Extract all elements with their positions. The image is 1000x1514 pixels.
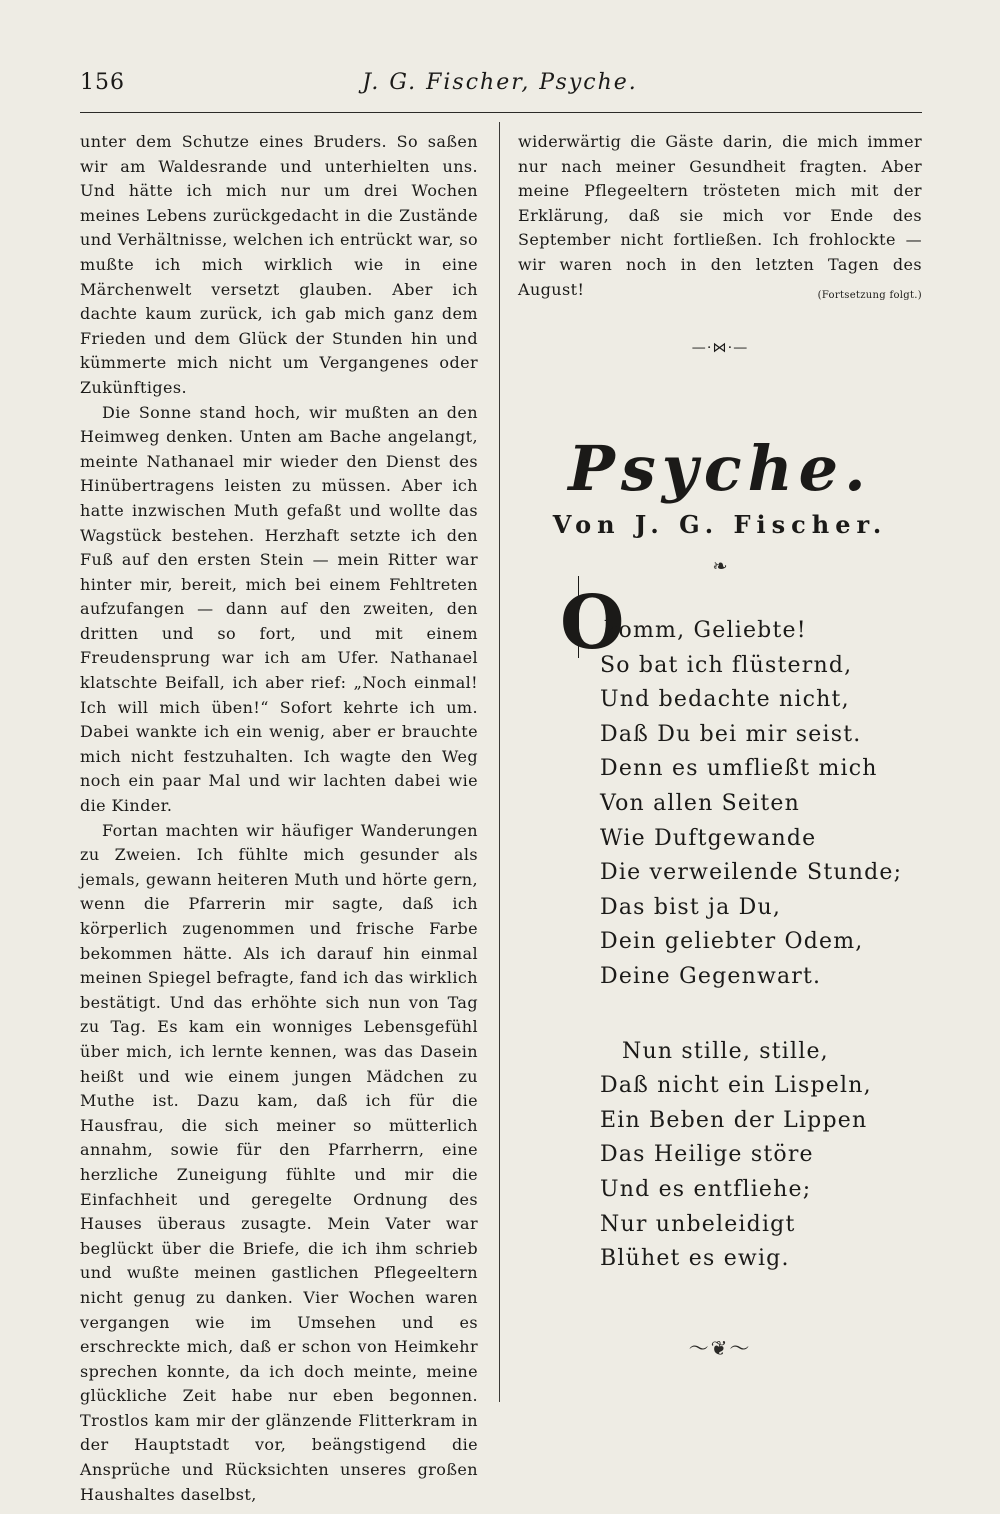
column-divider	[499, 122, 500, 1402]
stanza-gap	[600, 995, 930, 1035]
left-column	[80, 130, 478, 1507]
poem-line: Die verweilende Stunde;	[600, 860, 903, 886]
prose-text: widerwärtig die Gäste darin, die mich immer nur nach meiner Gesundheit fragten. Aber meine Pflegeeltern trösteten mich mit der Erklärung, daß sie mich vor Ende des September nicht fortließen. Ich frohlockte — wir waren noch in den letzten Tagen des August!	[518, 132, 922, 299]
poem-line: Das bist ja Du,	[600, 894, 782, 920]
paragraph: Fortan machten wir häufiger Wanderungen zu Zweien. Ich fühlte mich gesunder als jemals, gewann heiteren Muth und hörte gern, wenn die Pfarrerin mir sagte, daß ich körperlich zugenommen und frische Farbe bekommen hätte. Als ich darauf hin einmal meinen Spiegel befragte, fand ich das wirklich bestätigt. Und das erhöhte sich nun von Tag zu Tag. Es kam ein wonniges Lebensgefühl über mich, ich lernte kennen, was das Dasein heißt und wie einem jungen Mädchen zu Muthe ist. Dazu kam, daß ich für die Hausfrau, die sich meiner so mütterlich annahm, sowie für den Pfarrherrn, eine herzliche Zuneigung fühlte und mir die Einfachheit und geregelte Ordnung des Hauses überaus zusagte. Mein Vater war beglückt über die Briefe, die ich ihm schrieb und wußte meinen gastlichen Pflegeeltern nicht genug zu danken. Vier Wochen waren vergangen wie im Umsehen und es erschreckte mich, daß er schon von Heimkehr sprechen konnte, da ich doch meinte, meine glückliche Zeit habe nur eben begonnen. Trostlos kam mir der glänzende Flitterkram in der Hauptstadt vor, beängstigend die Ansprüche und Rücksichten unseres großen Haushaltes daselbst,	[80, 820, 478, 1504]
poem-title: Psyche.	[568, 432, 872, 505]
story-continuation-text	[518, 130, 922, 302]
poem-line: Daß Du bei mir seist.	[600, 721, 862, 747]
poem-line: Denn es umfließt mich	[600, 756, 878, 782]
poem-line: Das Heilige störe	[600, 1142, 814, 1168]
paragraph: unter dem Schutze eines Bruders. So saßen wir am Waldesrande und unterhielten uns. Und hätte ich mich nur um drei Wochen meines Lebens zurückgedacht in die Zustände und Verhältnisse, welchen ich entrückt war, so mußte ich mich wirklich wie in eine Märchenwelt versetzt glauben. Aber ich dachte kaum zurück, ich gab mich ganz dem Frieden und dem Glück der Stunden hin und kümmerte mich nicht um Vergangenes oder Zukünftiges.	[80, 132, 478, 397]
continuation-note: (Fortsetzung folgt.)	[817, 289, 922, 301]
poem-line: Und bedachte nicht,	[600, 687, 850, 713]
poem	[600, 614, 930, 1277]
poem-line: Wie Duftgewande	[600, 825, 817, 851]
poem-line: Und es entfliehe;	[600, 1176, 812, 1202]
end-ornament: 〜❦〜	[688, 1336, 752, 1360]
poem-line: Daß nicht ein Lispeln,	[600, 1073, 872, 1099]
section-ornament: —⋅⋈⋅—	[691, 340, 749, 356]
poem-line: Dein geliebter Odem,	[600, 929, 864, 955]
poem-byline: Von J. G. Fischer.	[552, 510, 888, 539]
right-column	[518, 130, 922, 308]
header-rule	[80, 112, 922, 113]
running-head: J. G. Fischer, Psyche.	[362, 70, 638, 95]
poem-line: Ein Beben der Lippen	[600, 1107, 868, 1133]
paragraph: Die Sonne stand hoch, wir mußten an den Heimweg denken. Unten am Bache angelangt, meinte Nathanael mir wieder den Dienst des Hinübertragens leisten zu müssen. Aber ich hatte inzwischen Muth gefaßt und wollte das Wagstück bestehen. Herzhaft setzte ich den Fuß auf den ersten Stein — mein Ritter war hinter mir, bereit, mich bei einem Fehltreten aufzufangen — dann auf den zweiten, den dritten und so fort, und mit einem Freudensprung war ich am Ufer. Nathanael klatschte Beifall, ich aber rief: „Noch einmal! Ich will mich üben!“ Sofort kehrte ich um. Dabei wankte ich ein wenig, aber er brauchte mich nicht festzuhalten. Ich wagte den Weg noch ein paar Mal und wir lachten dabei wie die Kinder.	[80, 402, 478, 816]
poem-line: Von allen Seiten	[600, 790, 801, 816]
poem-line: Nur unbeleidigt	[600, 1211, 796, 1237]
drop-cap: O	[560, 580, 625, 666]
poem-line: Blühet es ewig.	[600, 1246, 790, 1272]
poem-line: komm, Geliebte!	[604, 618, 807, 643]
poem-line: So bat ich flüsternd,	[600, 652, 853, 678]
poem-line: Nun stille, stille,	[622, 1038, 829, 1064]
byline-ornament: ❧	[712, 556, 728, 577]
page-number: 156	[80, 70, 125, 95]
poem-line: Deine Gegenwart.	[600, 963, 822, 989]
